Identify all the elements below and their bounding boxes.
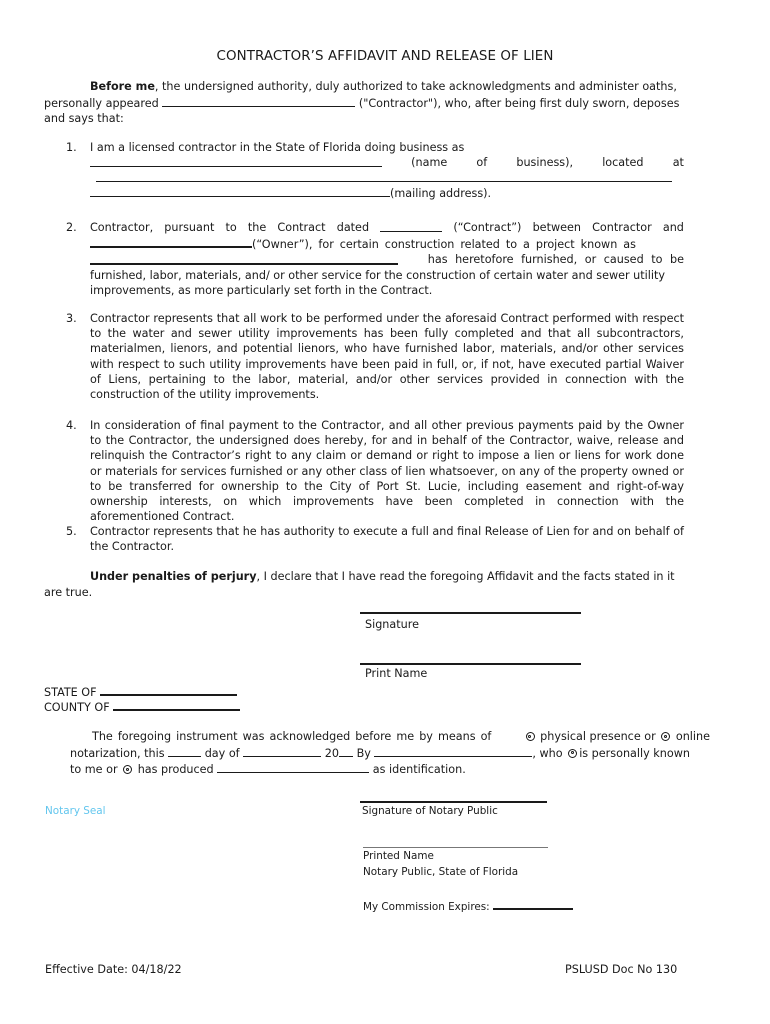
- word-located: located: [602, 156, 644, 170]
- notary-line-2: [70, 745, 710, 762]
- day-blank[interactable]: [168, 745, 201, 757]
- state-row: [44, 683, 237, 699]
- item-number: 3.: [66, 312, 77, 325]
- commission-expires-blank[interactable]: [493, 898, 573, 910]
- word: the: [247, 221, 267, 234]
- item-3-text: Contractor represents that all work to be performed under the aforesaid Contract performed with respect to the water and sewer utility improvements has been fully completed and that all subcontractors, materialmen, lienors, and potential lienors, who have furnished labor, materials, and/or other services with respect to such utility improvements have been paid in full, or, if not, have executed partial Waiver of Liens, pertaining to the labor, material, and/or other services provided in connection with the construction of the utility improvements.: [90, 312, 684, 402]
- intro-text-2: personally appeared: [44, 96, 163, 110]
- notary-text-8: , who: [532, 746, 563, 760]
- printed-name-label: Printed Name: [363, 850, 434, 862]
- print-name-label: Print Name: [365, 667, 428, 680]
- word: Contractor,: [90, 221, 154, 234]
- word-of: of: [476, 156, 488, 170]
- owner-name-blank[interactable]: [90, 235, 252, 248]
- personally-known-label: is personally known: [579, 746, 690, 760]
- perjury-text-2: are true.: [44, 585, 93, 599]
- printed-name-line[interactable]: [363, 847, 548, 848]
- word: Contractor: [592, 221, 652, 234]
- word: Contract: [277, 221, 326, 234]
- notary-text-1: The foregoing instrument was acknowledged before me by means of: [92, 730, 492, 743]
- notary-paragraph: [70, 729, 710, 778]
- list-item-3: [66, 311, 684, 402]
- signature-line[interactable]: [360, 612, 581, 614]
- list-item-1: [66, 140, 684, 202]
- state-blank[interactable]: [100, 683, 237, 696]
- item-5-text: Contractor represents that he has authority to execute a full and final Release of Lien for and on behalf of the Contractor.: [90, 525, 684, 554]
- notary-line-1: [70, 729, 710, 745]
- word-at: at: [672, 156, 684, 170]
- item-number: 1.: [66, 141, 77, 154]
- word-name: (name: [411, 156, 448, 170]
- notary-state-label: Notary Public, State of Florida: [363, 866, 519, 878]
- notary-text-10: to me or: [70, 763, 118, 776]
- notary-line-3: [70, 761, 710, 778]
- address-blank-1[interactable]: [96, 170, 672, 182]
- intro-text-4: and says that:: [44, 112, 124, 125]
- produced-id-radio[interactable]: [123, 765, 132, 774]
- item-number: 4.: [66, 419, 77, 432]
- word: between: [532, 221, 581, 234]
- notary-signature-label: Signature of Notary Public: [362, 805, 498, 817]
- item-1-line-3: [90, 170, 684, 185]
- identification-blank[interactable]: [217, 761, 369, 773]
- physical-presence-radio[interactable]: [526, 732, 535, 741]
- word: dated: [336, 221, 370, 234]
- state-label: STATE OF: [44, 686, 97, 699]
- word-business: business),: [516, 156, 574, 170]
- document-title: CONTRACTOR’S AFFIDAVIT AND RELEASE OF LIEN: [216, 49, 554, 64]
- commission-label: My Commission Expires:: [363, 901, 490, 913]
- month-blank[interactable]: [243, 745, 321, 757]
- county-blank[interactable]: [113, 698, 240, 711]
- item-4-text: In consideration of final payment to the Contractor, and all other previous payments paid by the Owner to the Contractor, the undersigned does hereby, for and in behalf of the Contractor, waive, release and relinquish the Contractor’s right to any claim or demand or right to impose a lien or liens for work done or materials for services furnished or any other class of lien whatsoever, on any of the property owned or to be transferred for ownership to the City of Port St. Lucie, including easement and right-of-way ownership interests, on which improvements have been completed in connection with the aforementioned Contract.: [90, 419, 684, 524]
- project-name-blank[interactable]: [90, 252, 398, 265]
- word: to: [225, 221, 237, 234]
- by-name-blank[interactable]: [374, 745, 532, 757]
- item-2-line-2: [90, 235, 684, 252]
- intro-text-3: ("Contractor"), who, after being first duly sworn, deposes: [355, 96, 680, 110]
- signature-label: Signature: [365, 618, 419, 631]
- word: pursuant: [164, 221, 215, 234]
- physical-presence-label: physical presence or: [540, 730, 656, 743]
- intro-text-1: , the undersigned authority, duly authorized to take acknowledgments and administer oaths,: [154, 80, 677, 93]
- notary-signature-line[interactable]: [360, 801, 547, 803]
- owner-text: (“Owner”), for certain construction related to a project known as: [252, 238, 636, 252]
- address-blank-2[interactable]: [90, 185, 390, 197]
- print-name-line[interactable]: [360, 663, 581, 665]
- effective-date: Effective Date: 04/18/22: [45, 963, 182, 976]
- commission-row: [363, 898, 573, 913]
- notary-text-4: notarization, this: [70, 746, 165, 760]
- contract-date-blank[interactable]: [380, 220, 442, 232]
- online-radio[interactable]: [661, 732, 670, 741]
- word: (“Contract”): [453, 221, 522, 234]
- item-number: 5.: [66, 525, 77, 538]
- item-2-line-1: [90, 220, 684, 235]
- perjury-bold: Under penalties of perjury: [90, 570, 257, 583]
- item-2-line-4: furnished, labor, materials, and/ or other service for the construction of certain water and sewer utility: [90, 268, 665, 282]
- produced-id-label: has produced: [137, 763, 214, 776]
- list-item-4: [66, 418, 684, 524]
- year-blank[interactable]: [339, 745, 353, 757]
- perjury-text: , I declare that I have read the foregoing Affidavit and the facts stated in it: [256, 570, 675, 583]
- intro-paragraph: [44, 79, 684, 127]
- notary-seal-label: Notary Seal: [45, 805, 106, 817]
- item-1-line-4: [90, 185, 684, 201]
- personally-known-radio[interactable]: [568, 749, 577, 758]
- item-1-line-1: I am a licensed contractor in the State of Florida doing business as: [90, 141, 465, 154]
- list-item-2: [66, 220, 684, 298]
- notary-text-5: day of: [204, 746, 240, 760]
- notary-text-6: 20: [324, 746, 339, 760]
- county-label: COUNTY OF: [44, 701, 110, 714]
- contractor-name-blank[interactable]: [162, 95, 355, 107]
- item-2-line-3: [90, 252, 684, 267]
- notary-text-7: By: [356, 746, 371, 760]
- furnished-text: has heretofore furnished, or caused to be: [427, 253, 684, 267]
- online-label: online: [675, 730, 710, 743]
- notary-text-12: as identification.: [372, 763, 466, 776]
- doc-number: PSLUSD Doc No 130: [565, 963, 678, 976]
- county-row: [44, 698, 240, 714]
- item-2-line-5: improvements, as more particularly set forth in the Contract.: [90, 283, 433, 297]
- item-1-line-2: [90, 155, 684, 170]
- perjury-paragraph: [44, 569, 684, 600]
- item-number: 2.: [66, 221, 77, 234]
- intro-bold: Before me: [90, 80, 155, 93]
- business-name-blank[interactable]: [90, 155, 382, 167]
- word: and: [662, 221, 684, 234]
- list-item-5: [66, 524, 684, 554]
- mailing-address-label: (mailing address).: [390, 187, 492, 201]
